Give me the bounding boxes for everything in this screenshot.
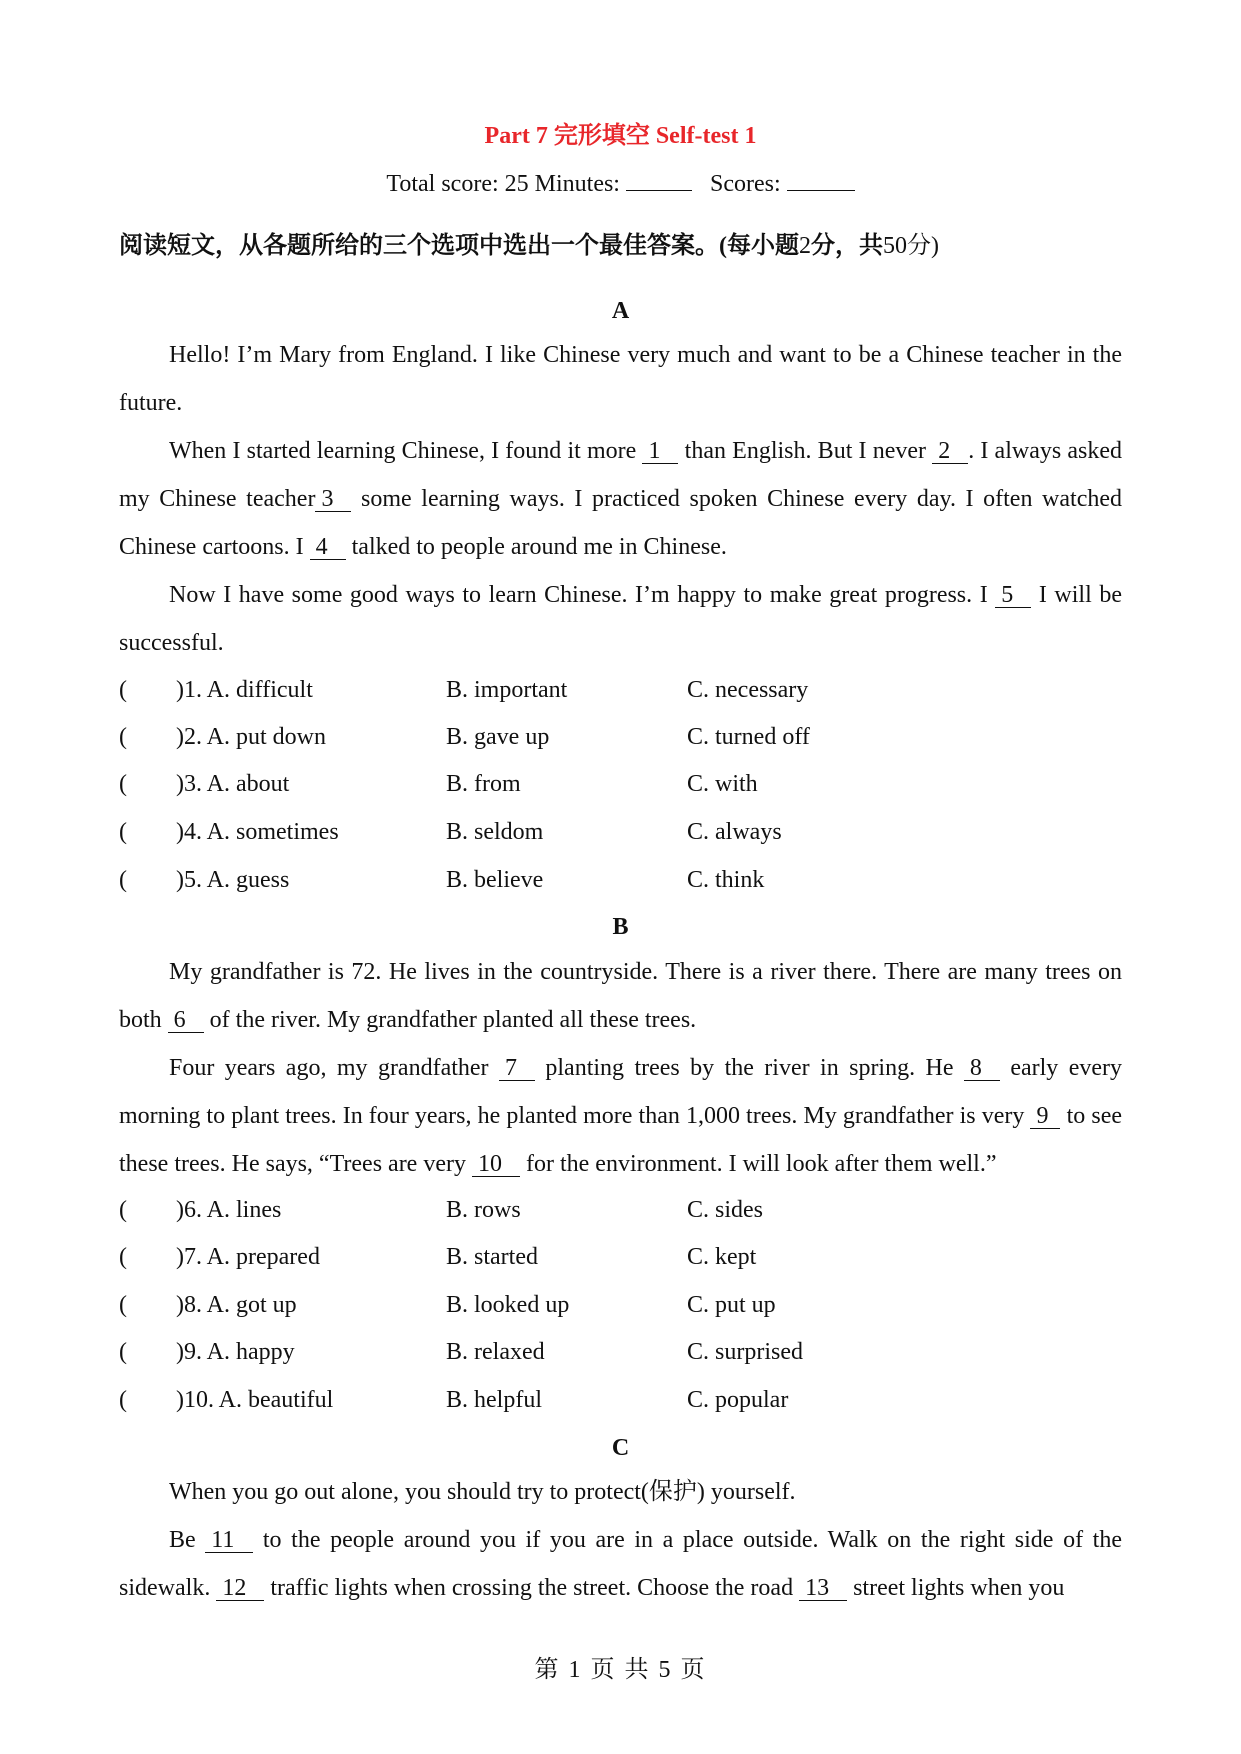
question-row: ( )9. A. happy B. relaxed C. surprised: [119, 1339, 803, 1365]
blank-10: 10: [472, 1152, 520, 1177]
page-title: Part 7 完形填空 Self-test 1: [484, 123, 757, 149]
total-score-label: Total score: 25 Minutes:: [386, 171, 626, 197]
question-row: ( )5. A. guess B. believe C. think: [119, 867, 765, 893]
question-row: ( )10. A. beautiful B. helpful C. popular: [119, 1387, 789, 1413]
page-footer: 第 1 页 共 5 页: [534, 1657, 707, 1683]
blank-5: 5: [995, 583, 1031, 608]
blank-7: 7: [499, 1056, 535, 1081]
minutes-blank: [626, 168, 692, 191]
question-row: ( )3. A. about B. from C. with: [119, 771, 758, 797]
question-row: ( )7. A. prepared B. started C. kept: [119, 1244, 757, 1270]
blank-6: 6: [168, 1008, 204, 1033]
blank-8: 8: [964, 1056, 1000, 1081]
paragraph: When you go out alone, you should try to protect(保护) yourself.: [169, 1479, 796, 1505]
paragraph: My grandfather is 72. He lives in the countryside. There is a river there. There are many trees on both 6 of the river. My grandfather planted all these trees.: [119, 959, 1122, 1033]
paragraph: Be 11 to the people around you if you are in a place outside. Walk on the right side of the sidewalk. 12 traffic lights when crossing the street. Choose the road 13 street lights when you: [119, 1527, 1122, 1601]
paragraph: Four years ago, my grandfather 7 planting trees by the river in spring. He 8 early every morning to plant trees. In four years, he planted more than 1,000 trees. My grandfather is very 9 to see these trees. He says, “Trees are very 10 for the environment. I will look after them well.”: [119, 1055, 1123, 1177]
section-heading-b: B: [612, 914, 629, 940]
blank-9: 9: [1030, 1104, 1060, 1129]
blank-2: 2: [932, 439, 968, 464]
paragraph: Now I have some good ways to learn Chinese. I’m happy to make great progress. I 5 I will be successful.: [119, 582, 1122, 656]
question-row: ( )2. A. put down B. gave up C. turned off: [119, 724, 810, 750]
scores-blank: [787, 168, 855, 191]
question-row: ( )8. A. got up B. looked up C. put up: [119, 1292, 776, 1318]
score-line: [0, 168, 1241, 199]
blank-12: 12: [216, 1576, 264, 1601]
blank-11: 11: [205, 1528, 253, 1553]
instruction: 阅读短文，从各题所给的三个选项中选出一个最佳答案。(每小题2分，共50分): [119, 233, 939, 259]
blank-1: 1: [642, 439, 678, 464]
paragraph: When I started learning Chinese, I found it more 1 than English. But I never 2 . I always asked my Chinese teacher 3 some learning ways. I practiced spoken Chinese every day. I often watched Chinese cartoons. I 4 talked to people around me in Chinese.: [119, 438, 1123, 560]
blank-13: 13: [799, 1576, 847, 1601]
paragraph: Hello! I’m Mary from England. I like Chinese very much and want to be a Chinese teacher in the future.: [119, 342, 1122, 416]
question-row: ( )1. A. difficult B. important C. necessary: [119, 677, 809, 703]
blank-3: 3: [315, 487, 351, 512]
section-heading-c: C: [611, 1435, 630, 1461]
scores-label: Scores:: [709, 171, 787, 197]
section-heading-a: A: [611, 298, 630, 324]
question-row: ( )4. A. sometimes B. seldom C. always: [119, 819, 782, 845]
question-row: ( )6. A. lines B. rows C. sides: [119, 1197, 764, 1223]
blank-4: 4: [310, 535, 346, 560]
